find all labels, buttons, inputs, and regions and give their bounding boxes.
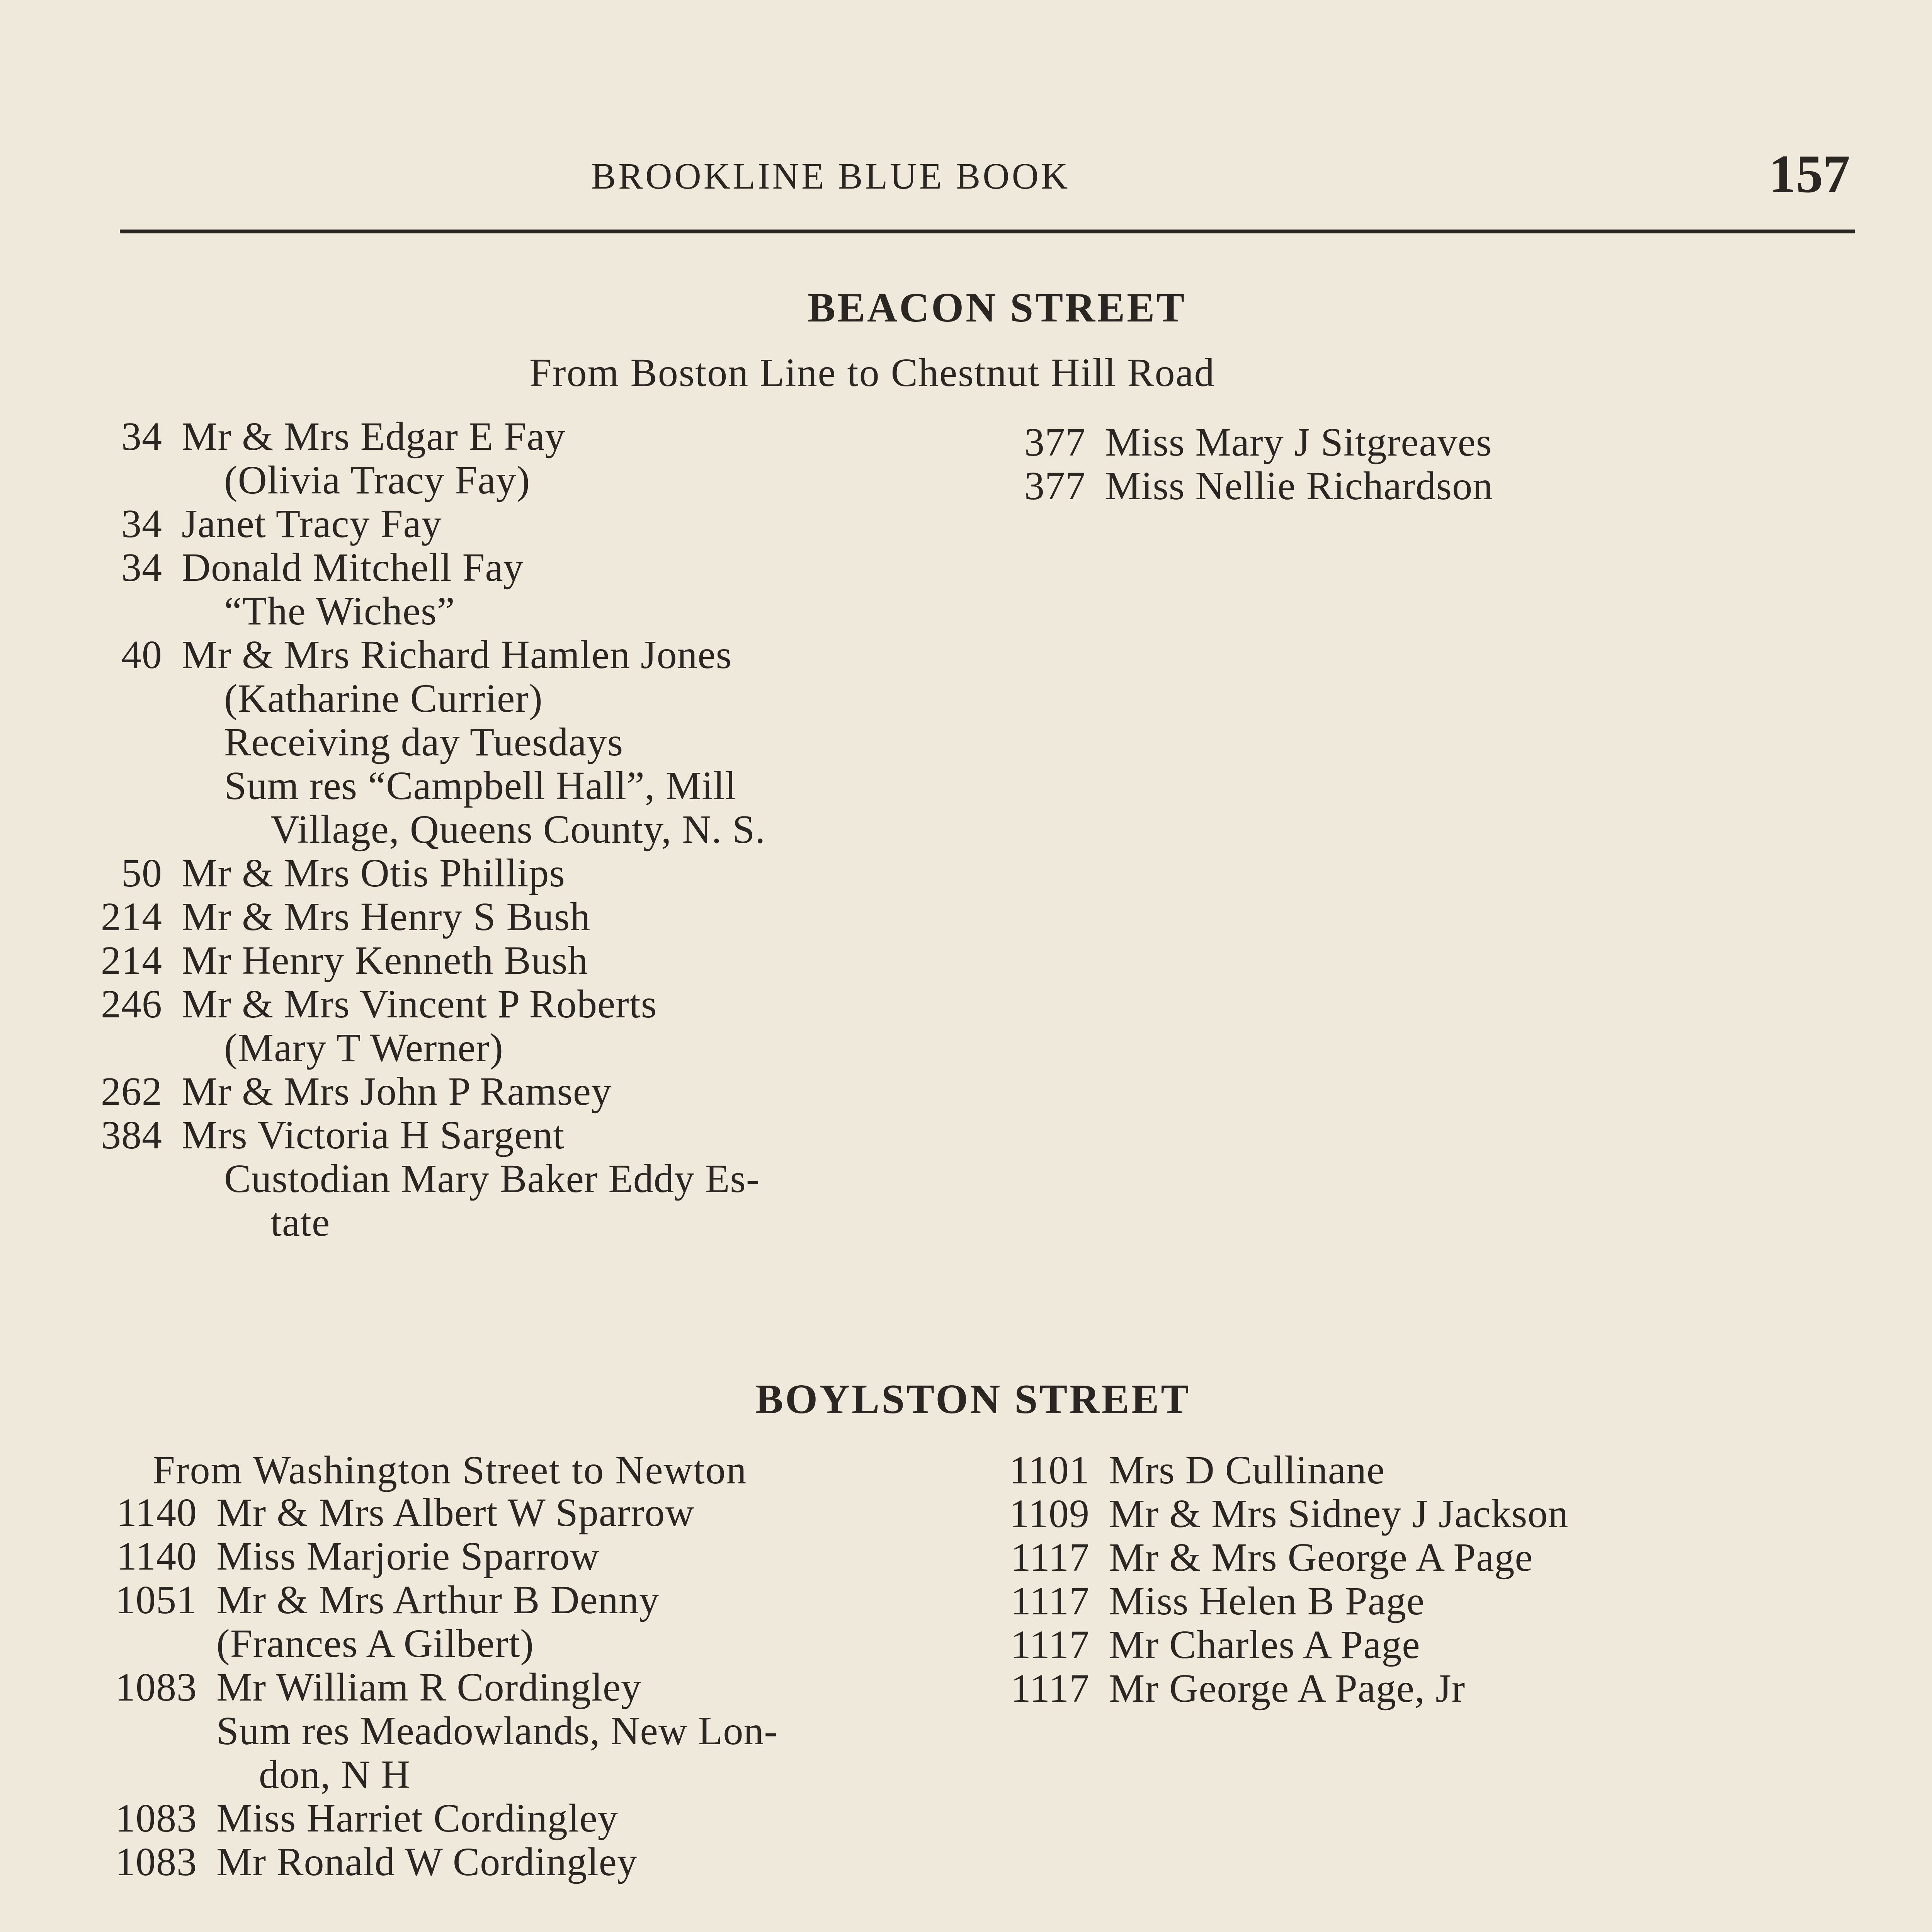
entry-continuation: (Katharine Currier) (224, 676, 543, 721)
entry-continuation: “The Wiches” (224, 589, 455, 633)
directory-entry (43, 1490, 916, 1533)
beacon-right-column (931, 419, 1804, 507)
house-number: 40 (121, 633, 162, 677)
resident-name: Mrs Victoria H Sargent (182, 1113, 565, 1157)
directory-entry (43, 1839, 916, 1883)
entry-continuation: Sum res Meadowlands, New Lon- (216, 1709, 778, 1753)
house-number: 262 (101, 1069, 162, 1114)
directory-entry (935, 1491, 1808, 1534)
house-number: 1083 (115, 1796, 197, 1840)
resident-name: Mr Charles A Page (1109, 1622, 1420, 1667)
directory-entry (8, 632, 881, 675)
house-number: 377 (1024, 420, 1086, 464)
resident-name: Mr & Mrs Vincent P Roberts (182, 982, 657, 1026)
directory-entry (8, 457, 881, 501)
resident-name: Miss Nellie Richardson (1105, 464, 1493, 508)
beacon-street-title: BEACON STREET (808, 285, 1187, 331)
house-number: 1117 (1010, 1579, 1090, 1623)
resident-name: Mr & Mrs Richard Hamlen Jones (182, 633, 732, 677)
directory-entry (935, 1534, 1808, 1578)
directory-entry (43, 1752, 916, 1795)
resident-name: Mr & Mrs George A Page (1109, 1535, 1533, 1580)
directory-entry (8, 413, 881, 457)
page-number: 157 (1769, 144, 1850, 204)
entry-continuation: Village, Queens County, N. S. (270, 807, 766, 852)
resident-name: Mr Henry Kenneth Bush (182, 938, 588, 983)
directory-entry (8, 937, 881, 981)
header-rule (120, 230, 1855, 233)
house-number: 34 (121, 502, 162, 546)
entry-continuation: don, N H (259, 1752, 411, 1797)
directory-entry (8, 1025, 881, 1068)
entry-continuation: Sum res “Campbell Hall”, Mill (224, 764, 736, 808)
directory-entry (935, 1665, 1808, 1709)
resident-name: Mr William R Cordingley (216, 1665, 642, 1709)
house-number: 34 (121, 414, 162, 459)
resident-name: Mr Ronald W Cordingley (216, 1840, 638, 1884)
beacon-left-column (8, 413, 881, 1243)
house-number: 1101 (1009, 1448, 1090, 1492)
entry-continuation: (Frances A Gilbert) (216, 1621, 534, 1666)
directory-entry (931, 419, 1804, 463)
house-number: 214 (101, 895, 162, 939)
house-number: 246 (101, 982, 162, 1026)
resident-name: Miss Helen B Page (1109, 1579, 1425, 1623)
resident-name: Mrs D Cullinane (1109, 1448, 1385, 1492)
directory-entry (935, 1578, 1808, 1622)
resident-name: Miss Marjorie Sparrow (216, 1534, 600, 1578)
resident-name: Janet Tracy Fay (182, 502, 442, 546)
house-number: 1117 (1010, 1666, 1090, 1711)
resident-name: Miss Mary J Sitgreaves (1105, 420, 1492, 464)
house-number: 214 (101, 938, 162, 983)
directory-entry (43, 1621, 916, 1664)
directory-entry (43, 1533, 916, 1577)
boylston-street-title: BOYLSTON STREET (755, 1376, 1191, 1422)
directory-entry (8, 763, 881, 806)
directory-entry (931, 463, 1804, 507)
directory-entry (8, 1068, 881, 1112)
directory-entry (8, 981, 881, 1025)
resident-name: Mr & Mrs Edgar E Fay (182, 414, 566, 459)
directory-entry (935, 1447, 1808, 1491)
directory-entry (8, 850, 881, 894)
house-number: 1140 (116, 1534, 197, 1578)
entry-continuation: (Mary T Werner) (224, 1026, 503, 1070)
beacon-street-subtitle: From Boston Line to Chestnut Hill Road (529, 350, 1215, 395)
resident-name: Donald Mitchell Fay (182, 545, 524, 590)
directory-entry (935, 1622, 1808, 1665)
directory-entry (43, 1795, 916, 1839)
resident-name: Mr & Mrs Otis Phillips (182, 851, 565, 895)
directory-entry (8, 588, 881, 632)
house-number: 1109 (1009, 1492, 1090, 1536)
directory-entry (43, 1577, 916, 1621)
house-number: 1117 (1010, 1535, 1090, 1580)
house-number: 1083 (115, 1665, 197, 1709)
directory-entry (8, 1156, 881, 1199)
directory-entry (8, 544, 881, 588)
directory-entry (8, 1199, 881, 1243)
resident-name: Mr George A Page, Jr (1109, 1666, 1466, 1711)
house-number: 1083 (115, 1840, 197, 1884)
directory-entry (8, 501, 881, 544)
resident-name: Mr & Mrs Albert W Sparrow (216, 1490, 695, 1535)
directory-entry (8, 806, 881, 850)
house-number: 1117 (1010, 1622, 1090, 1667)
boylston-left-column (43, 1490, 916, 1883)
boylston-street-subtitle: From Washington Street to Newton (153, 1448, 747, 1492)
directory-entry (8, 719, 881, 763)
resident-name: Mr & Mrs Sidney J Jackson (1109, 1492, 1569, 1536)
resident-name: Mr & Mrs Henry S Bush (182, 895, 591, 939)
entry-continuation: Receiving day Tuesdays (224, 720, 624, 764)
directory-entry (8, 1112, 881, 1156)
resident-name: Mr & Mrs Arthur B Denny (216, 1578, 660, 1622)
house-number: 1140 (116, 1490, 197, 1535)
directory-entry (8, 894, 881, 937)
directory-entry (43, 1708, 916, 1752)
directory-entry (43, 1664, 916, 1708)
entry-continuation: Custodian Mary Baker Eddy Es- (224, 1156, 760, 1201)
house-number: 34 (121, 545, 162, 590)
directory-entry (8, 675, 881, 719)
entry-continuation: tate (270, 1200, 330, 1245)
house-number: 377 (1024, 464, 1086, 508)
resident-name: Mr & Mrs John P Ramsey (182, 1069, 612, 1114)
boylston-right-column (935, 1447, 1808, 1709)
house-number: 1051 (115, 1578, 197, 1622)
resident-name: Miss Harriet Cordingley (216, 1796, 618, 1840)
house-number: 50 (121, 851, 162, 895)
running-head: BROOKLINE BLUE BOOK (591, 155, 1070, 197)
entry-continuation: (Olivia Tracy Fay) (224, 458, 531, 502)
house-number: 384 (101, 1113, 162, 1157)
